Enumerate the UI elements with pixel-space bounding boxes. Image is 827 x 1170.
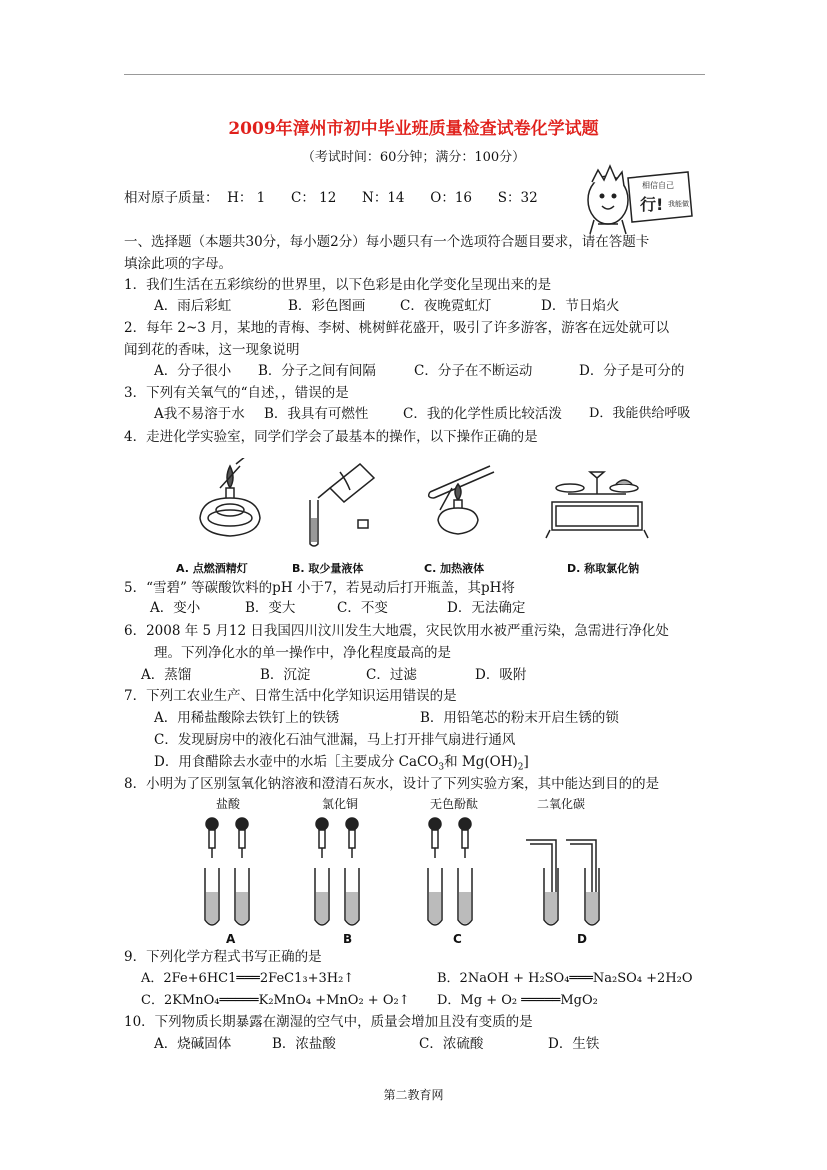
q8-letter-d: D xyxy=(577,932,587,946)
q8-letter-b: B xyxy=(343,932,353,946)
header-rule xyxy=(124,74,705,75)
q2-option-b[interactable]: B．分子之间有间隔 xyxy=(258,363,376,379)
q8-label-phenolphthalein: 无色酚酞 xyxy=(430,797,479,811)
q7-option-d-text: D．用食醋除去水壶中的水垢［主要成分 CaCO xyxy=(154,754,439,770)
q7-stem: 7．下列工农业生产、日常生活中化学知识运用错误的是 xyxy=(124,688,457,704)
q10-option-d[interactable]: D．生铁 xyxy=(548,1036,600,1052)
q7-option-d-mid: 和 Mg(OH) xyxy=(444,754,518,770)
q1-option-d[interactable]: D．节日焰火 xyxy=(541,298,620,314)
q7-option-c[interactable]: C．发现厨房中的液化石油气泄漏，马上打开排气扇进行通风 xyxy=(154,732,516,748)
q4-caption-c: C. 加热液体 xyxy=(424,562,485,575)
q7-option-d-sub2: 2 xyxy=(517,762,524,773)
q4-stem: 4．走进化学实验室，同学们学会了最基本的操作，以下操作正确的是 xyxy=(124,429,538,445)
section1-line1: 一、选择题（本题共30分，每小题2分）每小题只有一个选项符合题目要求，请在答题卡 xyxy=(124,234,650,250)
q8-label-hcl: 盐酸 xyxy=(216,797,241,811)
exam-subtitle: （考试时间：60分钟；满分：100分） xyxy=(301,150,526,165)
exam-title: 2009年漳州市初中毕业班质量检查试卷化学试题 xyxy=(228,119,599,139)
q3-option-a[interactable]: A我不易溶于水 xyxy=(154,406,245,422)
q2-option-d[interactable]: D．分子是可分的 xyxy=(579,363,685,379)
q8-letter-a: A xyxy=(226,932,236,946)
q7-option-d-end: ] xyxy=(523,754,529,770)
q2-stem-line2: 闻到花的香味，这一现象说明 xyxy=(124,342,300,358)
q4-caption-d: D. 称取氯化钠 xyxy=(567,562,640,575)
q7-option-a[interactable]: A．用稀盐酸除去铁钉上的铁锈 xyxy=(154,710,340,726)
q1-option-b[interactable]: B．彩色图画 xyxy=(288,298,366,314)
mascot-image xyxy=(584,160,696,236)
q6-option-a[interactable]: A．蒸馏 xyxy=(141,667,192,683)
q2-option-a[interactable]: A．分子很小 xyxy=(154,363,232,379)
q5-option-d[interactable]: D．无法确定 xyxy=(447,600,526,616)
q1-stem: 1．我们生活在五彩缤纷的世界里，以下色彩是由化学变化呈现出来的是 xyxy=(124,277,552,293)
q5-option-b[interactable]: B．变大 xyxy=(245,600,296,616)
q9-option-b[interactable]: B．2NaOH + H₂SO₄═══Na₂SO₄ +2H₂O xyxy=(437,971,693,986)
q3-option-b[interactable]: B．我具有可燃性 xyxy=(264,406,369,422)
q3-stem: 3．下列有关氧气的“自述，，错误的是 xyxy=(124,385,349,401)
q8-test-tubes-figure xyxy=(190,812,630,936)
q10-stem: 10．下列物质长期暴露在潮湿的空气中，质量会增加且没有变质的是 xyxy=(124,1014,533,1030)
q5-stem: 5．“雪碧” 等碳酸饮料的pH 小于7，若晃动后打开瓶盖，其pH将 xyxy=(124,580,515,596)
q8-label-cucl2: 氯化铜 xyxy=(322,797,359,811)
q4-caption-b: B. 取少量液体 xyxy=(292,562,364,575)
q6-option-c[interactable]: C．过滤 xyxy=(366,667,417,683)
q9-option-c[interactable]: C．2KMnO₄═════K₂MnO₄ +MnO₂ + O₂↑ xyxy=(141,993,410,1008)
atomic-masses: 相对原子质量： H： 1 C： 12 N：14 O：16 S：32 xyxy=(124,190,538,206)
q4-caption-a: A. 点燃酒精灯 xyxy=(176,562,248,575)
q6-option-d[interactable]: D．吸附 xyxy=(475,667,527,683)
q6-stem-line2: 理。下列净化水的单一操作中，净化程度最高的是 xyxy=(154,645,451,661)
q6-stem-line1: 6．2008 年 5 月12 日我国四川汶川发生大地震，灾民饮用水被严重污染，急需进行净化处 xyxy=(124,623,669,639)
q9-option-a[interactable]: A．2Fe+6HC1═══2FeC1₃+3H₂↑ xyxy=(141,971,355,986)
q8-stem: 8．小明为了区别氢氧化钠溶液和澄清石灰水，设计了下列实验方案，其中能达到目的的是 xyxy=(124,776,660,792)
q2-stem-line1: 2．每年 2~3 月，某地的青梅、李树、桃树鲜花盛开，吸引了许多游客，游客在远处就可以 xyxy=(124,320,670,336)
q5-option-a[interactable]: A．变小 xyxy=(150,600,201,616)
q6-option-b[interactable]: B．沉淀 xyxy=(260,667,311,683)
q10-option-c[interactable]: C．浓硫酸 xyxy=(419,1036,484,1052)
q5-option-c[interactable]: C．不变 xyxy=(337,600,388,616)
q1-option-c[interactable]: C．夜晚霓虹灯 xyxy=(400,298,492,314)
q10-option-b[interactable]: B．浓盐酸 xyxy=(272,1036,336,1052)
footer-source: 第二教育网 xyxy=(383,1088,444,1102)
q3-option-c[interactable]: C．我的化学性质比较活泼 xyxy=(403,406,562,422)
q2-option-c[interactable]: C．分子在不断运动 xyxy=(414,363,533,379)
q7-option-d-sub1: 3 xyxy=(438,762,445,773)
q9-option-d[interactable]: D．Mg + O₂ ═════MgO₂ xyxy=(437,993,598,1008)
q3-option-d[interactable]: D．我能供给呼吸 xyxy=(589,406,691,421)
q8-letter-c: C xyxy=(453,932,462,946)
q9-stem: 9．下列化学方程式书写正确的是 xyxy=(124,949,322,965)
q10-option-a[interactable]: A．烧碱固体 xyxy=(154,1036,232,1052)
svg-text:行!: 行! xyxy=(640,195,664,214)
q8-label-co2: 二氧化碳 xyxy=(537,797,586,811)
svg-text:相信自己: 相信自己 xyxy=(642,181,674,190)
q1-option-a[interactable]: A．雨后彩虹 xyxy=(154,298,232,314)
q7-option-b[interactable]: B．用铅笔芯的粉末开启生锈的锁 xyxy=(420,710,619,726)
section1-line2: 填涂此项的字母。 xyxy=(124,256,232,272)
q4-apparatus-figure xyxy=(190,458,660,550)
svg-text:我能做: 我能做 xyxy=(668,200,689,208)
